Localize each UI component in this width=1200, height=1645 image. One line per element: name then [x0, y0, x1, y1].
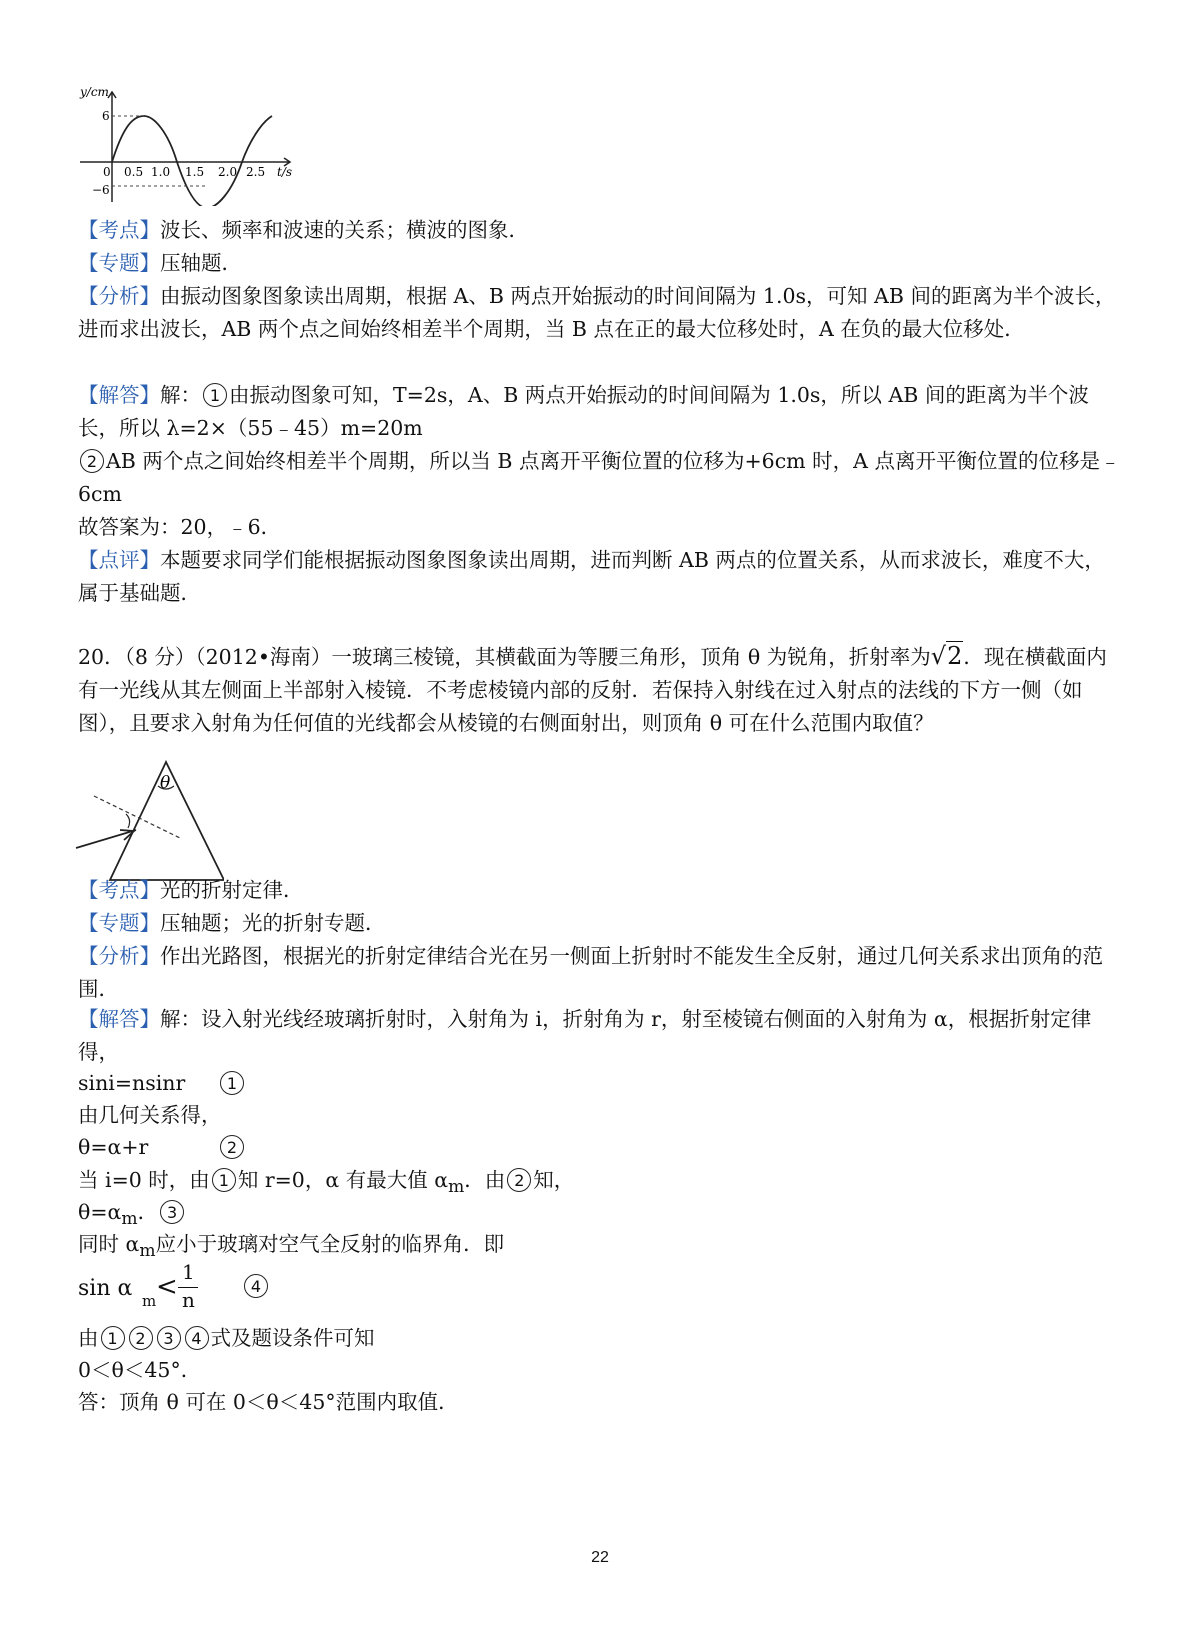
tag-fenxi: 【分析】	[78, 944, 160, 968]
cond-a3: ．由	[464, 1168, 506, 1192]
page-number: 22	[591, 1549, 609, 1566]
eq4-denominator: n	[182, 1288, 195, 1312]
eq4-sin: sin α	[78, 1276, 133, 1301]
cond-a: 当 i=0 时，由	[78, 1168, 210, 1192]
final-answer: 答：顶角 θ 可在 0＜θ＜45°范围内取值．	[78, 1390, 459, 1414]
q19-answer: 故答案为：20，﹣6．	[78, 515, 282, 539]
x-axis-label: t/s	[277, 165, 293, 179]
kaodian-text: 波长、频率和波速的关系；横波的图象．	[160, 218, 529, 242]
wave-curve	[112, 116, 272, 206]
q20-kaodian	[78, 874, 1123, 907]
kaodian-text: 光的折射定律．	[160, 878, 304, 902]
subscript-m: m	[121, 1209, 138, 1230]
dianping-text: 本题要求同学们能根据振动图象图象读出周期，进而判断 AB 两点的位置关系，从而求波长，难度不大，属于基础题．	[78, 548, 1105, 605]
x-tick-0.5: 0.5	[124, 165, 144, 179]
tag-jieda: 【解答】	[78, 383, 160, 407]
equation-1	[78, 1067, 246, 1100]
circled-number: 3	[160, 1200, 184, 1224]
circled-number: 1	[203, 383, 227, 407]
circled-number: 2	[220, 1135, 244, 1159]
x-tick-1.0: 1.0	[151, 165, 171, 179]
circled-number: 2	[80, 449, 104, 473]
x-tick-2.0: 2.0	[218, 165, 238, 179]
q20-jieda	[78, 1003, 1123, 1069]
y-tick-6: 6	[102, 109, 110, 123]
circled-number: 4	[244, 1274, 268, 1298]
result-line: 0＜θ＜45°．	[78, 1358, 202, 1382]
angle-arc	[126, 814, 130, 828]
x-tick-0: 0	[103, 165, 111, 179]
critical-angle-line	[78, 1228, 504, 1268]
eq1-text: sini=nsinr	[78, 1071, 186, 1095]
tag-kaodian: 【考点】	[78, 218, 160, 242]
eq4-numerator: 1	[182, 1260, 195, 1284]
eq4-sub-m: m	[142, 1292, 157, 1310]
y-axis-label: y/cm	[80, 85, 109, 99]
q19-kaodian	[78, 214, 1123, 247]
circled-number: 2	[129, 1326, 153, 1350]
prism-theta-label: θ	[160, 773, 171, 793]
cond-a2: 知 r=0，α 有最大值 α	[237, 1168, 449, 1192]
tag-jieda: 【解答】	[78, 1007, 160, 1031]
eq3-a: θ=α	[78, 1200, 122, 1224]
step1-text: 由振动图象可知，T=2s，A、B 两点开始振动的时间间隔为 1.0s，所以 AB 间的距离为半个波长，所以 λ=2×（55﹣45）m=20m	[78, 383, 1089, 440]
cond-a4: 知，	[533, 1168, 575, 1192]
q20-zhuanti	[78, 907, 1123, 940]
circled-number: 1	[220, 1071, 244, 1095]
x-tick-1.5: 1.5	[185, 165, 205, 179]
q19-jieda	[78, 379, 1123, 445]
circled-number: 2	[507, 1168, 531, 1192]
q19-zhuanti	[78, 247, 1123, 280]
x-tick-2.5: 2.5	[246, 165, 266, 179]
prism-figure	[74, 758, 224, 888]
q19-fenxi	[78, 280, 1123, 346]
fenxi-text: 作出光路图，根据光的折射定律结合光在另一侧面上折射时不能发生全反射，通过几何关系求出顶角的范围．	[78, 944, 1103, 1001]
circled-number: 1	[212, 1168, 236, 1192]
q20-stem	[78, 640, 1123, 740]
y-tick-neg6: −6	[92, 183, 110, 197]
zhuanti-text: 压轴题．	[160, 251, 242, 275]
circled-number: 1	[101, 1326, 125, 1350]
tag-zhuanti: 【专题】	[78, 251, 160, 275]
subscript-m: m	[139, 1241, 156, 1262]
stem-part-a: 20．（8 分）（2012•海南）一玻璃三棱镜，其横截面为等腰三角形，顶角 θ 为锐角，折射率为	[78, 645, 931, 669]
eq3-b: ．	[137, 1200, 159, 1224]
tag-dianping: 【点评】	[78, 548, 160, 572]
jieda-text: 解：设入射光线经玻璃折射时，入射角为 i，折射角为 r，射至棱镜右侧面的入射角为 α，根据折射定律得，	[78, 1007, 1092, 1064]
eq4-lt: <	[156, 1272, 178, 1302]
tag-zhuanti: 【专题】	[78, 911, 160, 935]
combine-prefix: 由	[78, 1326, 99, 1350]
geometry-line: 由几何关系得，	[78, 1103, 222, 1127]
tag-fenxi: 【分析】	[78, 284, 160, 308]
q19-dianping	[78, 544, 1123, 610]
sqrt-value: 2	[947, 642, 963, 670]
line-b1: 同时 α	[78, 1232, 140, 1256]
sqrt-expression: √2	[930, 642, 963, 670]
vibration-graph	[72, 82, 302, 206]
combine-line	[78, 1322, 375, 1355]
line-b2: 应小于玻璃对空气全反射的临界角．即	[155, 1232, 505, 1256]
combine-text: 式及题设条件可知	[210, 1326, 375, 1350]
equation-2	[78, 1131, 246, 1164]
fenxi-text: 由振动图象图象读出周期，根据 A、B 两点开始振动的时间间隔为 1.0s，可知 AB 间的距离为半个波长，进而求出波长，AB 两个点之间始终相差半个周期，当 B 点在正的最大位移处时，A 在负的最大位移处．	[78, 284, 1116, 341]
q20-fenxi	[78, 940, 1123, 1006]
subscript-m: m	[448, 1177, 465, 1198]
circled-number: 3	[157, 1326, 181, 1350]
normal-line	[94, 796, 180, 838]
zhuanti-text: 压轴题；光的折射专题．	[160, 911, 386, 935]
step2-text: AB 两个点之间始终相差半个周期，所以当 B 点离开平衡位置的位移为+6cm 时，A 点离开平衡位置的位移是﹣6cm	[78, 449, 1121, 506]
circled-number: 4	[185, 1326, 209, 1350]
tag-kaodian: 【考点】	[78, 878, 160, 902]
stem-part-b: ．现在横截面内有一光线从其左侧面上半部射入棱镜．不考虑棱镜内部的反射．若保持入射线在过入射点的法线的下方一侧（如图），且要求入射角为任何值的光线都会从棱镜的右侧面射出，则顶角 θ 可在什么范围内取值？	[78, 645, 1107, 735]
q19-step2	[78, 445, 1123, 511]
eq2-text: θ=α+r	[78, 1135, 149, 1159]
jieda-prefix: 解：	[160, 383, 201, 407]
